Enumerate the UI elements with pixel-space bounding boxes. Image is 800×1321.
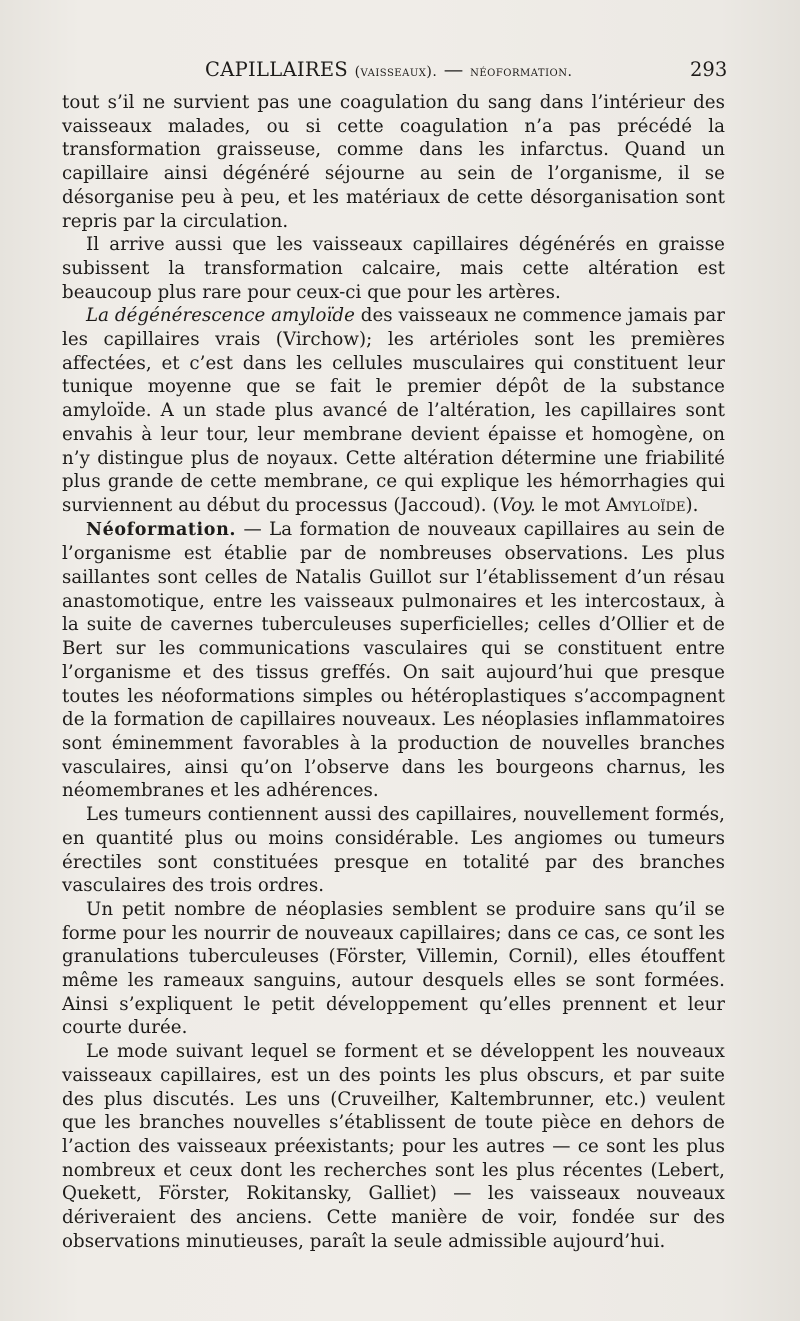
title-paren: (vaisseaux). bbox=[354, 64, 438, 80]
title-main: CAPILLAIRES bbox=[205, 58, 349, 81]
paragraph-6-text: Un petit nombre de néoplasies semblent se produire sans qu’il se forme pour les nourrir de nouveaux capillaires; dans ce cas, ce sont les granulations tuberculeuses (Förster, Villemin, Cornil), elles étouffent même les rameaux sanguins, autour desquels elles se sont formées. Ainsi s’expliquent le petit développement qu’elles prennent et leur courte durée. bbox=[62, 898, 725, 1039]
paragraph-4 bbox=[62, 518, 725, 803]
paragraph-3-ref-text: le mot bbox=[535, 494, 606, 516]
paragraph-3-ref-word: Amyloïde bbox=[605, 494, 686, 516]
title-dash: — bbox=[443, 58, 464, 81]
paragraph-5 bbox=[62, 803, 725, 898]
running-head bbox=[0, 54, 800, 88]
paragraph-3-ref-voy: Voy. bbox=[499, 494, 536, 516]
paragraph-3-text: des vaisseaux ne commence jamais par les capillaires vrais (Virchow); les artérioles sont les premières affectées, et c’est dans les cellules musculaires qui constituent leur tunique moyenne que se fait le premier dépôt de la substance amyloïde. A un stade plus avancé de l’altération, les capillaires sont envahis à leur tour, leur membrane devient épaisse et homogène, on n’y distingue plus de noyaux. Cette altération détermine une friabilité plus grande de cette membrane, ce qui explique les hémorrhagies qui surviennent au début du processus (Jaccoud). ( bbox=[62, 305, 725, 516]
paragraph-2-text: Il arrive aussi que les vaisseaux capillaires dégénérés en graisse subissent la transformation calcaire, mais cette altération est beaucoup plus rare pour ceux-ci que pour les artères. bbox=[62, 234, 725, 303]
paragraph-1 bbox=[62, 91, 725, 233]
page-number: 293 bbox=[690, 58, 728, 81]
paragraph-7 bbox=[62, 1040, 725, 1253]
section-heading-neoformation: Néoformation. bbox=[86, 519, 237, 540]
text-body bbox=[62, 91, 725, 1253]
paragraph-7-text: Le mode suivant lequel se forment et se développent les nouveaux vaisseaux capillaires, est un des points les plus obscurs, et par suite des plus discutés. Les uns (Cruveilher, Kaltembrunner, etc.) veulent que les branches nouvelles s’établissent de toute pièce en dehors de l’action des vaisseaux préexistants; pour les autres — ce sont les plus nombreux et ceux dont les recherches sont les plus récentes (Lebert, Quekett, Förster, Rokitansky, Galliet) — les vaisseaux nouveaux dériveraient des anciens. Cette manière de voir, fondée sur des observations minutieuses, paraît la seule admissible aujourd’hui. bbox=[62, 1041, 725, 1252]
running-title bbox=[205, 58, 572, 81]
paragraph-1-text: tout s’il ne survient pas une coagulation du sang dans l’intérieur des vaisseaux malades, ou si cette coagulation n’a pas précédé la transformation graisseuse, comme dans les infarctus. Quand un capillaire ainsi dégénéré séjourne au sein de l’organisme, il se désorganise peu à peu, et les matériaux de cette désorganisation sont repris par la circulation. bbox=[62, 92, 725, 232]
paragraph-2 bbox=[62, 233, 725, 304]
paragraph-4-text: — La formation de nouveaux capillaires au sein de l’organisme est établie par de nombreuses observations. Les plus saillantes sont celles de Natalis Guillot sur l’établissement d’un résau anastomotique, entre les vaisseaux pulmonaires et les intercostaux, à la suite de cavernes tuberculeuses superficielles; celles d’Ollier et de Bert sur les communications vasculaires qui se constituent entre l’organisme et des tissus greffés. On sait aujourd’hui que presque toutes les néoformations simples ou hétéroplastiques s’accompagnent de la formation de capillaires nouveaux. Les néoplasies inflammatoires sont éminemment favorables à la production de nouvelles branches vasculaires, ainsi qu’on l’observe dans les bourgeons charnus, les néomembranes et les adhérences. bbox=[62, 518, 725, 802]
paragraph-3-lead: La dégénérescence amyloïde bbox=[86, 305, 355, 327]
paragraph-3-tail: ). bbox=[685, 494, 699, 516]
paragraph-5-text: Les tumeurs contiennent aussi des capillaires, nouvellement formés, en quantité plus ou moins considérable. Les angiomes ou tumeurs érectiles sont constituées presque en totalité par des branches vasculaires des trois ordres. bbox=[62, 804, 725, 897]
paragraph-6 bbox=[62, 898, 725, 1040]
paragraph-3 bbox=[62, 304, 725, 517]
title-section: néoformation. bbox=[470, 64, 573, 80]
